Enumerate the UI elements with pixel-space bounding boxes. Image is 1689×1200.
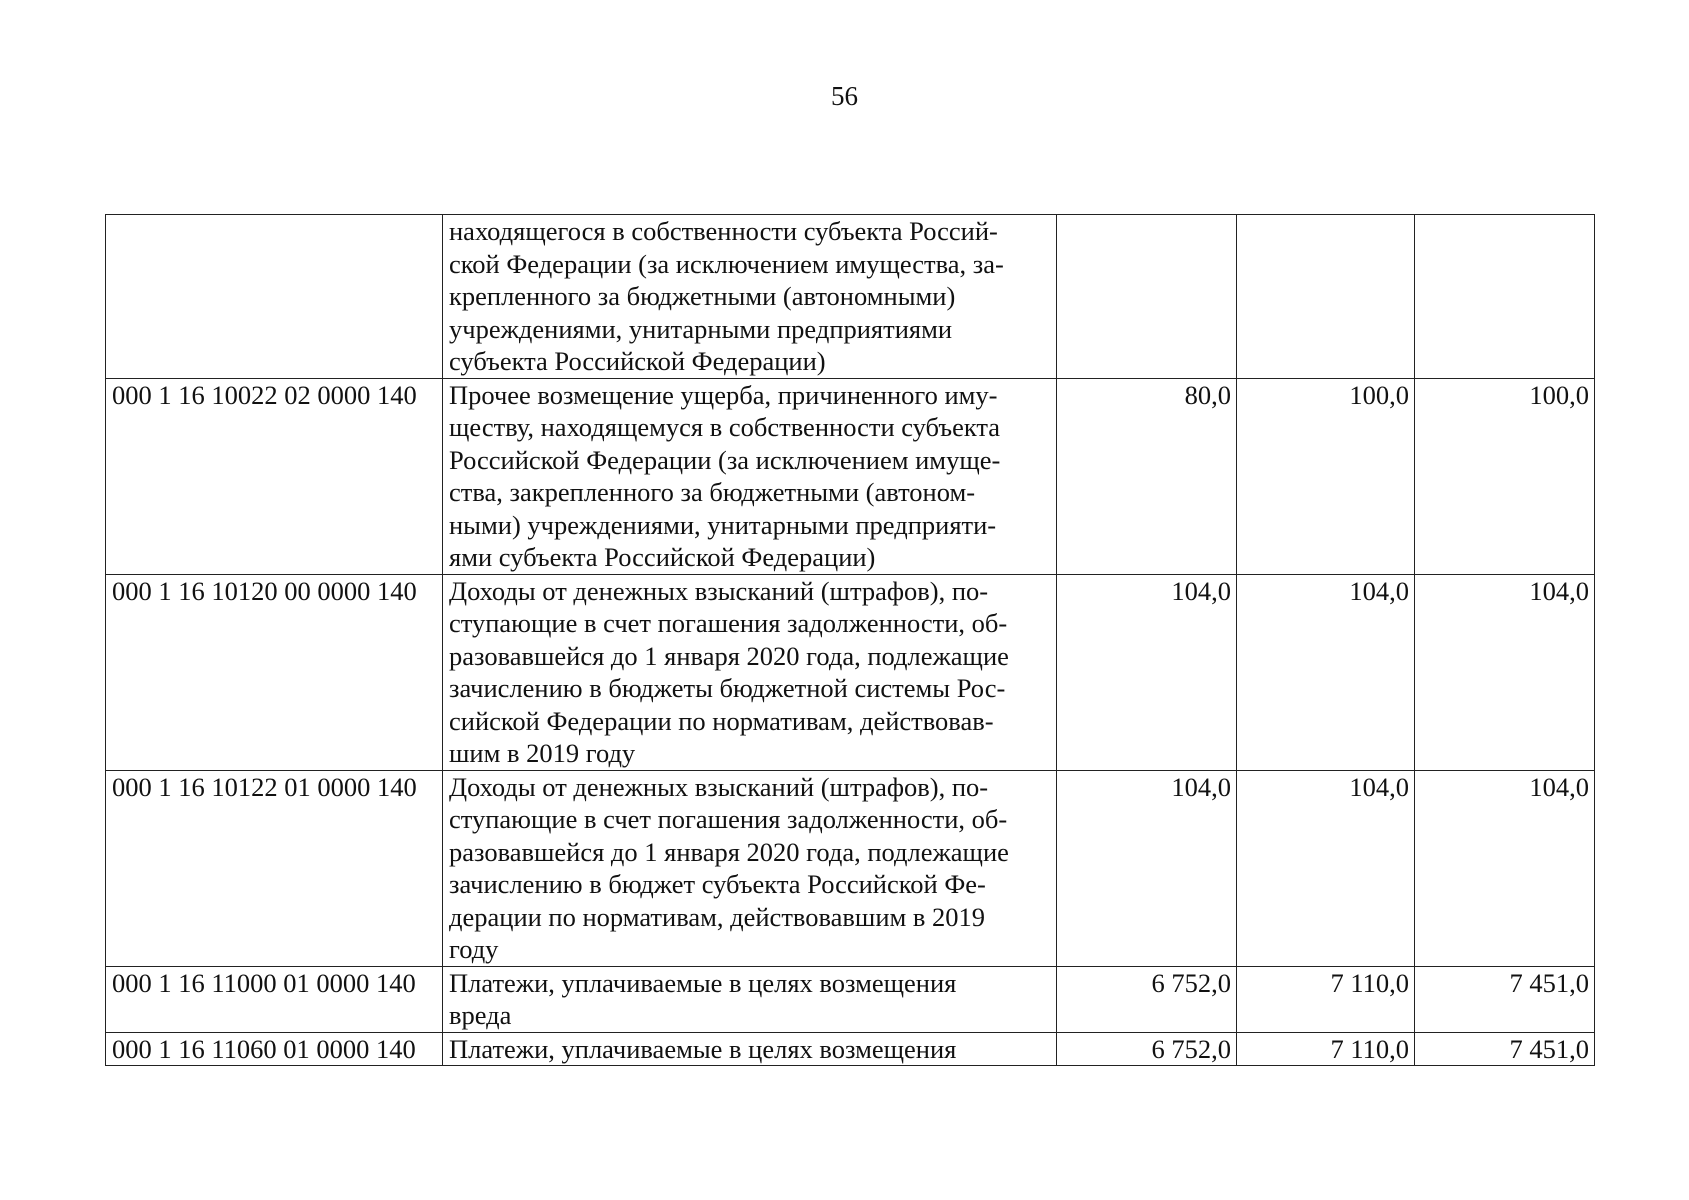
table-row	[106, 215, 1595, 379]
income-name-line: ступающие в счет погашения задолженности, об-	[449, 804, 1008, 834]
income-name	[443, 966, 1057, 1032]
amount-3: 7 451,0	[1415, 1032, 1595, 1066]
income-name	[443, 1032, 1057, 1066]
amount-2: 104,0	[1237, 770, 1415, 966]
income-name	[443, 378, 1057, 574]
amount-3	[1415, 215, 1595, 379]
amount-2: 100,0	[1237, 378, 1415, 574]
amount-1: 104,0	[1057, 574, 1237, 770]
income-name-line: ступающие в счет погашения задолженности, об-	[449, 608, 1008, 638]
budget-code: 000 1 16 10122 01 0000 140	[106, 770, 443, 966]
income-name-line: Доходы от денежных взысканий (штрафов), по-	[449, 771, 989, 802]
amount-2: 7 110,0	[1237, 1032, 1415, 1066]
income-name-line: Доходы от денежных взысканий (штрафов), по-	[449, 575, 989, 606]
income-name-line: Платежи, уплачиваемые в целях возмещения	[449, 1033, 957, 1064]
table-row	[106, 574, 1595, 770]
table-row	[106, 966, 1595, 1032]
amount-3: 104,0	[1415, 770, 1595, 966]
table-row	[106, 770, 1595, 966]
income-name-line: вреда	[449, 1000, 512, 1030]
income-name-line: ской Федерации (за исключением имущества, за-	[449, 248, 1004, 279]
income-name-line: Прочее возмещение ущерба, причиненного иму-	[449, 379, 998, 410]
amount-3: 7 451,0	[1415, 966, 1595, 1032]
income-name-line: ства, закрепленного за бюджетными (автоном-	[449, 477, 976, 507]
income-name-line: ями субъекта Российской Федерации)	[449, 542, 876, 572]
budget-code: 000 1 16 10022 02 0000 140	[106, 378, 443, 574]
income-name-line: ществу, находящемуся в собственности субъекта	[449, 412, 1001, 442]
budget-code: 000 1 16 10120 00 0000 140	[106, 574, 443, 770]
amount-2: 7 110,0	[1237, 966, 1415, 1032]
income-name-line: зачислению в бюджеты бюджетной системы Рос-	[449, 673, 1006, 703]
income-name-line: крепленного за бюджетными (автономными)	[449, 281, 956, 311]
income-name-line: сийской Федерации по нормативам, действовав-	[449, 705, 994, 736]
income-name-line: ными) учреждениями, унитарными предприяти-	[449, 509, 997, 540]
income-name-line: дерации по нормативам, действовавшим в 2019	[449, 901, 986, 932]
income-name-line: разовавшейся до 1 января 2020 года, подлежащие	[449, 640, 1009, 671]
amount-1	[1057, 215, 1237, 379]
budget-code	[106, 215, 443, 379]
income-name-line: находящегося в собственности субъекта Россий-	[449, 216, 998, 246]
budget-code: 000 1 16 11060 01 0000 140	[106, 1032, 443, 1066]
amount-1: 80,0	[1057, 378, 1237, 574]
income-name-line: учреждениями, унитарными предприятиями	[449, 313, 953, 344]
table-row	[106, 378, 1595, 574]
income-name	[443, 770, 1057, 966]
income-name-line: году	[449, 934, 499, 964]
budget-code: 000 1 16 11000 01 0000 140	[106, 966, 443, 1032]
income-name-line: разовавшейся до 1 января 2020 года, подлежащие	[449, 836, 1009, 867]
amount-1: 104,0	[1057, 770, 1237, 966]
income-name	[443, 215, 1057, 379]
amount-3: 104,0	[1415, 574, 1595, 770]
amount-1: 6 752,0	[1057, 966, 1237, 1032]
income-name-line: Платежи, уплачиваемые в целях возмещения	[449, 967, 957, 998]
income-name-line: Российской Федерации (за исключением имуще-	[449, 444, 1001, 475]
income-name-line: шим в 2019 году	[449, 738, 636, 768]
amount-2	[1237, 215, 1415, 379]
income-name-line: субъекта Российской Федерации)	[449, 346, 826, 376]
income-name-line: зачислению в бюджет субъекта Российской Фе-	[449, 869, 986, 899]
page-number: 56	[831, 81, 858, 111]
amount-1: 6 752,0	[1057, 1032, 1237, 1066]
amount-2: 104,0	[1237, 574, 1415, 770]
table-row	[106, 1032, 1595, 1066]
amount-3: 100,0	[1415, 378, 1595, 574]
revenue-table	[105, 214, 1595, 1066]
income-name	[443, 574, 1057, 770]
